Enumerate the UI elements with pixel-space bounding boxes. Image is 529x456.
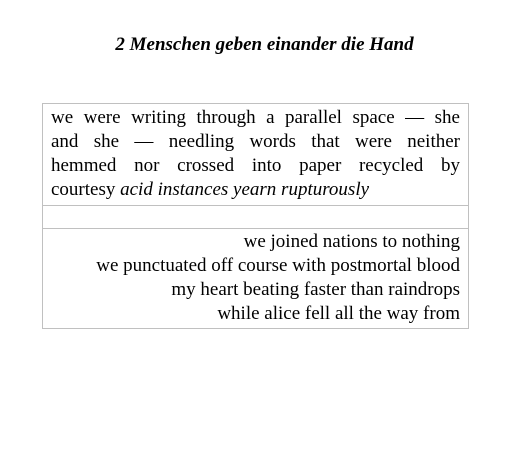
poem-table [42,103,469,329]
poem-line-italic: acid instances yearn rupturously [120,179,370,200]
poem-line: we joined nations to nothing [243,231,460,252]
poem-line-plain: courtesy [51,179,121,200]
page-title: 2 Menschen geben einander die Hand [115,34,414,55]
poem-line: and she — needling words that were neither [51,131,460,152]
empty-row [43,205,468,229]
poem-line: we were writing through a parallel space — she [51,107,460,128]
poem-line: my heart beating faster than raindrops [171,279,460,300]
poem-line: we punctuated off course with postmortal blood [96,255,460,276]
poem-line: hemmed nor crossed into paper recycled by [51,155,460,176]
stanza-top [43,104,468,205]
poem-line: while alice fell all the way from [217,303,460,324]
poem-line-last [51,178,460,202]
stanza-bottom [43,229,468,328]
